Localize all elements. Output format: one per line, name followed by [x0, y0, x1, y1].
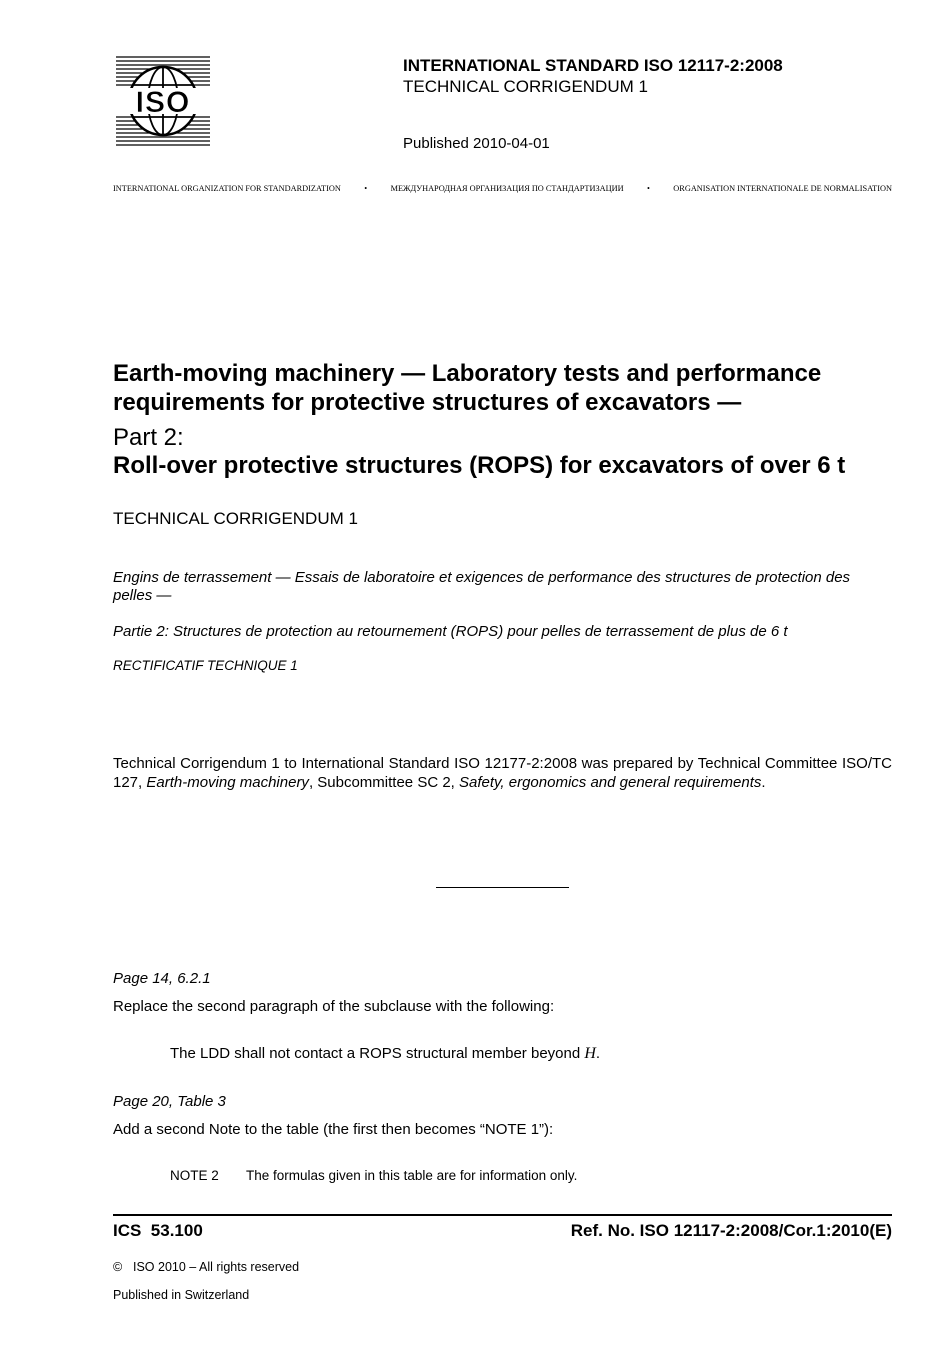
copyright-notice: © ISO 2010 – All rights reserved — [113, 1260, 300, 1274]
change-instruction-2: Add a second Note to the table (the first then becomes “NOTE 1”): — [113, 1121, 554, 1138]
change-ref-2: Page 20, Table 3 — [113, 1093, 226, 1110]
note-label: NOTE 2 — [170, 1168, 219, 1183]
french-part-title: Partie 2: Structures de protection au retournement (ROPS) pour pelles de terrassement de plus de 6 t — [113, 623, 788, 640]
org-separator: • — [647, 184, 650, 193]
org-name-french: ORGANISATION INTERNATIONALE DE NORMALISATION — [673, 184, 892, 193]
title-line-1: Earth-moving machinery — Laboratory tests and performance — [113, 360, 822, 387]
change-instruction-1: Replace the second paragraph of the subclause with the following: — [113, 998, 555, 1015]
published-in: Published in Switzerland — [113, 1288, 250, 1302]
corrigendum-label: TECHNICAL CORRIGENDUM 1 — [403, 77, 648, 96]
french-title: Engins de terrassement — Essais de laboratoire et exigences de performance des structures de protection des pelles — — [113, 569, 851, 604]
technical-corrigendum-label: TECHNICAL CORRIGENDUM 1 — [113, 509, 358, 528]
org-separator: • — [364, 184, 368, 193]
part-label: Part 2: — [113, 424, 184, 451]
french-corrigendum-label: RECTIFICATIF TECHNIQUE 1 — [113, 658, 298, 673]
change-ref-1: Page 14, 6.2.1 — [113, 970, 211, 987]
published-date: Published 2010-04-01 — [403, 135, 550, 152]
footer-rule — [113, 1214, 892, 1216]
ics-code: ICS 53.100 — [113, 1221, 203, 1240]
replacement-text: The LDD shall not contact a ROPS structural member beyond H. — [170, 1045, 601, 1062]
title-line-2: requirements for protective structures of excavators — — [113, 389, 742, 416]
iso-logo — [112, 55, 214, 149]
reference-number: Ref. No. ISO 12117-2:2008/Cor.1:2010(E) — [570, 1221, 892, 1240]
org-name-english: INTERNATIONAL ORGANIZATION FOR STANDARDIZATION — [113, 184, 341, 193]
subcommittee-name: Safety, ergonomics and general requirements — [459, 774, 762, 791]
symbol-h: H — [584, 1045, 596, 1062]
committee-name: Earth-moving machinery — [146, 774, 309, 791]
iso-logo-text: ISO — [135, 86, 191, 119]
org-name-russian: МЕЖДУНАРОДНАЯ ОРГАНИЗАЦИЯ ПО СТАНДАРТИЗАЦИИ — [390, 184, 624, 193]
part-title: Roll-over protective structures (ROPS) for excavators of over 6 t — [113, 452, 846, 479]
copyright-symbol: © — [113, 1260, 123, 1274]
standard-title: INTERNATIONAL STANDARD ISO 12117-2:2008 — [403, 56, 783, 75]
separator-rule — [436, 887, 569, 888]
note-text: The formulas given in this table are for information only. — [246, 1168, 578, 1183]
document-title — [113, 359, 903, 417]
organization-line — [113, 184, 892, 193]
foreword-paragraph: Technical Corrigendum 1 to International Standard ISO 12177-2:2008 was prepared by Technical Committee ISO/TC 127, Earth-moving machinery, Subcommittee SC 2, Safety, ergonomics and general requirements. — [113, 755, 892, 791]
